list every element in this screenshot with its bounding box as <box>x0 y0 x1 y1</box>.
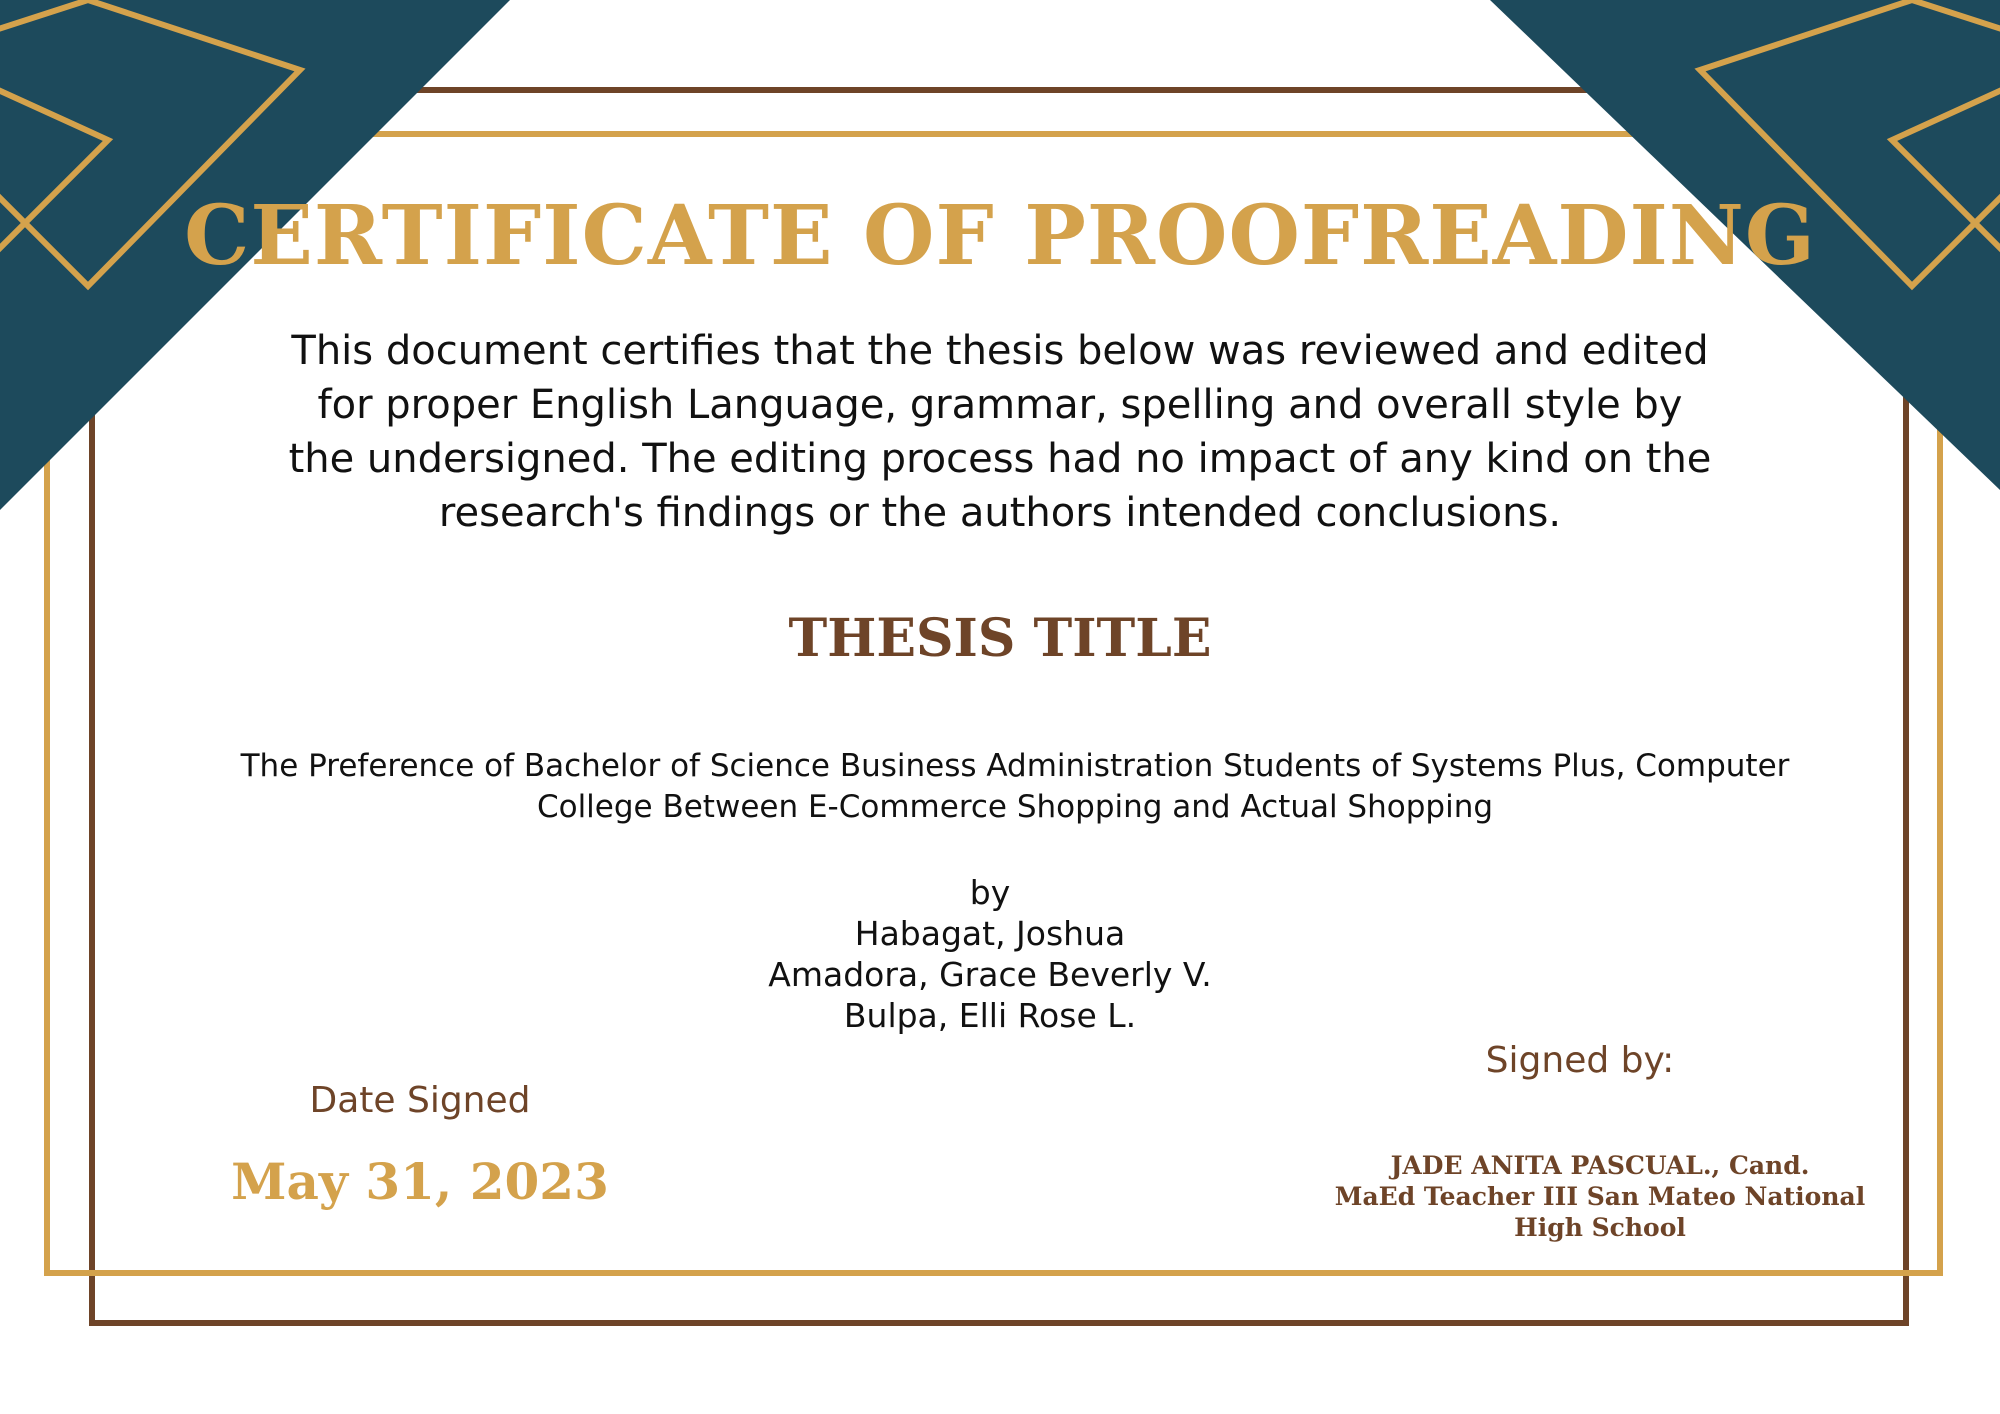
author-list <box>690 872 1290 1036</box>
statement-line: for proper English Language, grammar, spelling and overall style by <box>317 382 1683 428</box>
signer-line: JADE ANITA PASCUAL., Cand. <box>1390 1151 1810 1180</box>
certification-statement <box>200 324 1800 540</box>
signer-line: MaEd Teacher III San Mateo National <box>1334 1182 1866 1211</box>
thesis-title-line: College Between E-Commerce Shopping and Actual Shopping <box>536 789 1494 825</box>
statement-line: This document certifies that the thesis below was reviewed and edited <box>291 328 1709 374</box>
signer-line: High School <box>1514 1213 1686 1242</box>
author-name: Habagat, Joshua <box>854 914 1126 953</box>
statement-line: research's findings or the authors intended conclusions. <box>438 490 1562 536</box>
by-label: by <box>969 873 1011 912</box>
signed-by-label: Signed by: <box>1485 1040 1675 1081</box>
certificate-title: CERTIFICATE OF PROOFREADING <box>184 188 1816 284</box>
thesis-heading: THESIS TITLE <box>788 608 1212 669</box>
date-signed-value: May 31, 2023 <box>231 1152 609 1211</box>
thesis-title <box>150 746 1880 828</box>
signer-block <box>1300 1150 1900 1243</box>
thesis-title-line: The Preference of Bachelor of Science Business Administration Students of Systems Plus, Computer <box>240 748 1790 784</box>
statement-line: the undersigned. The editing process had no impact of any kind on the <box>288 436 1712 482</box>
author-name: Bulpa, Elli Rose L. <box>843 996 1137 1035</box>
date-signed-label: Date Signed <box>309 1080 531 1121</box>
author-name: Amadora, Grace Beverly V. <box>768 955 1212 994</box>
